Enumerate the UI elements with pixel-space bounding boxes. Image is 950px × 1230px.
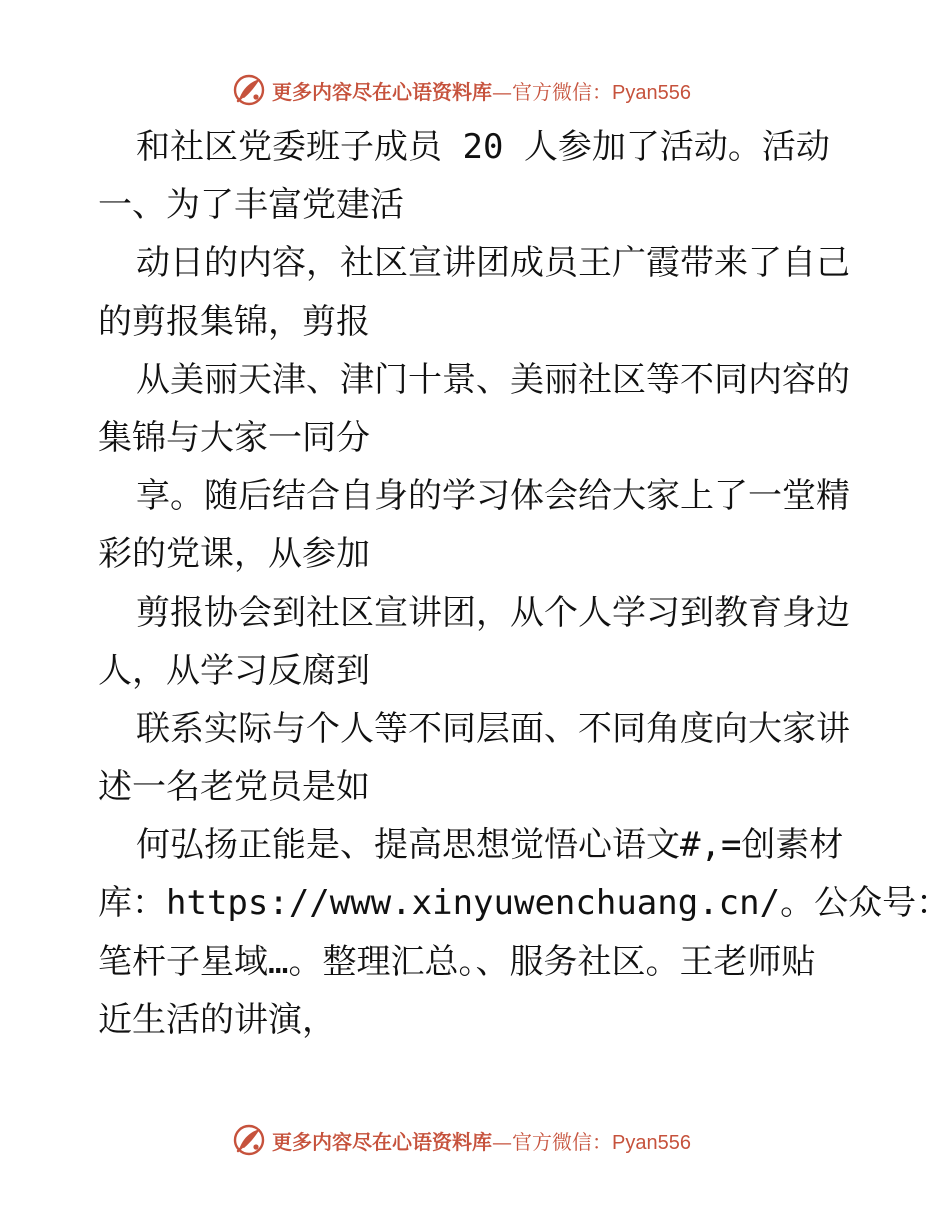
- body-line-5: 从美丽天津、津门十景、美丽社区等不同内容的: [136, 359, 850, 400]
- body-line-13: 何弘扬正能是、提高思想觉悟心语文#,=创素材: [136, 825, 844, 866]
- body-line-1: 和社区党委班子成员 20 人参加了活动。活动: [136, 127, 830, 167]
- header-wechat-label: 官方微信：: [512, 79, 612, 104]
- body-line-16: 近生活的讲演，: [98, 999, 336, 1040]
- body-line-8: 彩的党课，从参加: [98, 534, 370, 575]
- body-line-15: 笔杆子星域…。整理汇总。、服务社区。王老师贴: [98, 941, 816, 982]
- footer-wechat-label: 官方微信：: [512, 1129, 612, 1154]
- body-line-7: 享。随后结合自身的学习体会给大家上了一堂精: [136, 476, 850, 517]
- body-line-2: 一、为了丰富党建活: [98, 185, 404, 226]
- body-line-3: 动日的内容，社区宣讲团成员王广霞带来了自己: [136, 243, 850, 284]
- document-body: [98, 118, 950, 1049]
- body-line-9: 剪报协会到社区宣讲团，从个人学习到教育身边: [136, 592, 850, 633]
- body-line-12: 述一名老党员是如: [98, 767, 370, 808]
- footer-brand-text: 更多内容尽在心语资料库: [272, 1129, 492, 1154]
- body-line-10: 人，从学习反腐到: [98, 650, 370, 691]
- header-wechat-id: Pyan556: [612, 81, 691, 104]
- body-line-6: 集锦与大家一同分: [98, 417, 370, 458]
- footer-wechat-id: Pyan556: [612, 1131, 691, 1154]
- header-watermark-text: [272, 76, 691, 105]
- footer-watermark-banner: [232, 1122, 691, 1158]
- body-line-4: 的剪报集锦，剪报: [98, 301, 370, 342]
- header-brand-text: 更多内容尽在心语资料库: [272, 79, 492, 104]
- quill-pen-logo-icon: [232, 73, 266, 107]
- body-line-11: 联系实际与个人等不同层面、不同角度向大家讲: [136, 708, 850, 749]
- body-line-14: 库：https://www.xinyuwenchuang.cn/。公众号：: [98, 883, 950, 924]
- header-watermark-banner: [232, 72, 691, 108]
- footer-separator: —: [492, 1129, 512, 1154]
- footer-watermark-text: [272, 1126, 691, 1155]
- header-separator: —: [492, 79, 512, 104]
- quill-pen-logo-icon: [232, 1123, 266, 1157]
